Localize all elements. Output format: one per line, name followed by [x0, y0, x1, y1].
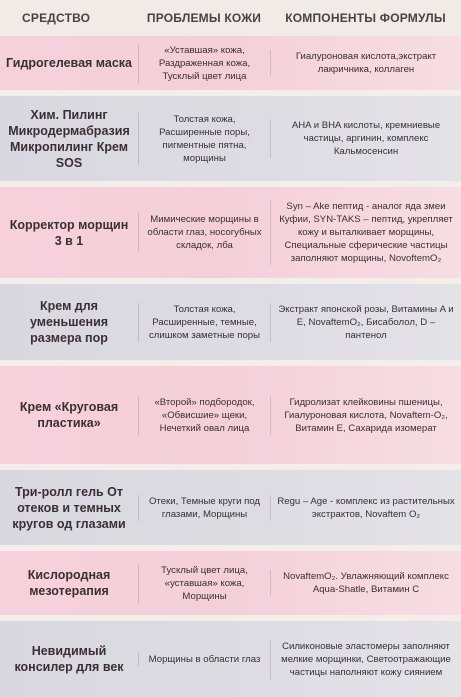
- product-name: Кислородная мезотерапия: [27, 568, 111, 598]
- table-row: [0, 551, 461, 621]
- skin-problems: Толстая кожа, Расширенные поры, пигментные пятна, морщины: [138, 113, 270, 165]
- table-body: [0, 36, 461, 697]
- skin-problems: Тусклый цвет лица, «уставшая» кожа, Морщины: [138, 564, 270, 603]
- table-row: [0, 284, 461, 366]
- table-row: [0, 96, 461, 187]
- formula-components: Экстракт японской розы, Витамины A и E, NovaftemO₂, Бисаболол, D – пантенол: [270, 303, 461, 342]
- product-name: Крем для уменьшения размера пор: [29, 299, 109, 345]
- skin-problems: Мимические морщины в области глаз, носогубных складок, лба: [138, 213, 270, 252]
- formula-components: NovaftemO₂. Увлажняющий комплекс Aqua-Shatle, Витамин C: [270, 570, 461, 596]
- product-name: Невидимый консилер для век: [14, 644, 124, 674]
- formula-components: Regu – Age - комплекс из растительных экстрактов, Novaftem O₂: [270, 495, 461, 521]
- table-row: [0, 36, 461, 96]
- formula-components: Гидролизат клейковины пшеницы, Гиалуроновая кислота, Novaftem-O₂, Витамин E, Сахарида изомерат: [270, 396, 461, 435]
- formula-components: Гиалуроновая кислота,экстракт лакричника, коллаген: [270, 50, 461, 76]
- formula-components: Syn – Ake пептид - аналог яда змеи Куфии, SYN-TAKS – пептид, укрепляет кожу и выталкивает морщины, Специальные сферические частицы заполняют морщины, NovoftemO₂: [270, 200, 461, 265]
- header-problems: ПРОБЛЕМЫ КОЖИ: [146, 11, 262, 25]
- formula-components: Силиконовые эластомеры заполняют мелкие морщинки, Светоотражающие частицы наполняют кожу сиянием: [270, 640, 461, 679]
- skin-problems: «Второй» подбородок, «Обвисшие» щеки, Нечеткий овал лица: [138, 396, 270, 435]
- product-name: Гидрогелевая маска: [6, 56, 132, 70]
- product-name: Хим. Пилинг Микродермабразия Микропилинг Крем SOS: [8, 107, 130, 170]
- product-name: Крем «Круговая пластика»: [19, 400, 119, 430]
- skin-problems: Морщины в области глаз: [138, 653, 270, 666]
- product-name: Корректор морщин 3 в 1: [9, 217, 129, 248]
- skin-problems: Отеки, Темные круги под глазами, Морщины: [138, 495, 270, 521]
- table-row: [0, 621, 461, 697]
- table-row: [0, 470, 461, 551]
- skin-problems: Толстая кожа, Расширенные, темные, слишком заметные поры: [138, 303, 270, 342]
- formula-components: AHA и BHA кислоты, кремниевые частицы, аргинин, комплекс Кальмосенсин: [270, 119, 461, 158]
- skin-problems: «Уставшая» кожа, Раздраженная кожа, Тусклый цвет лица: [138, 44, 270, 83]
- table-header: [0, 0, 461, 36]
- product-name: Три-ролл гель От отеков и темных кругов од глазами: [12, 484, 126, 531]
- table-row: [0, 366, 461, 470]
- header-product: СРЕДСТВО: [22, 11, 91, 25]
- header-components: КОМПОНЕНТЫ ФОРМУЛЫ: [285, 11, 446, 25]
- table-row: [0, 187, 461, 284]
